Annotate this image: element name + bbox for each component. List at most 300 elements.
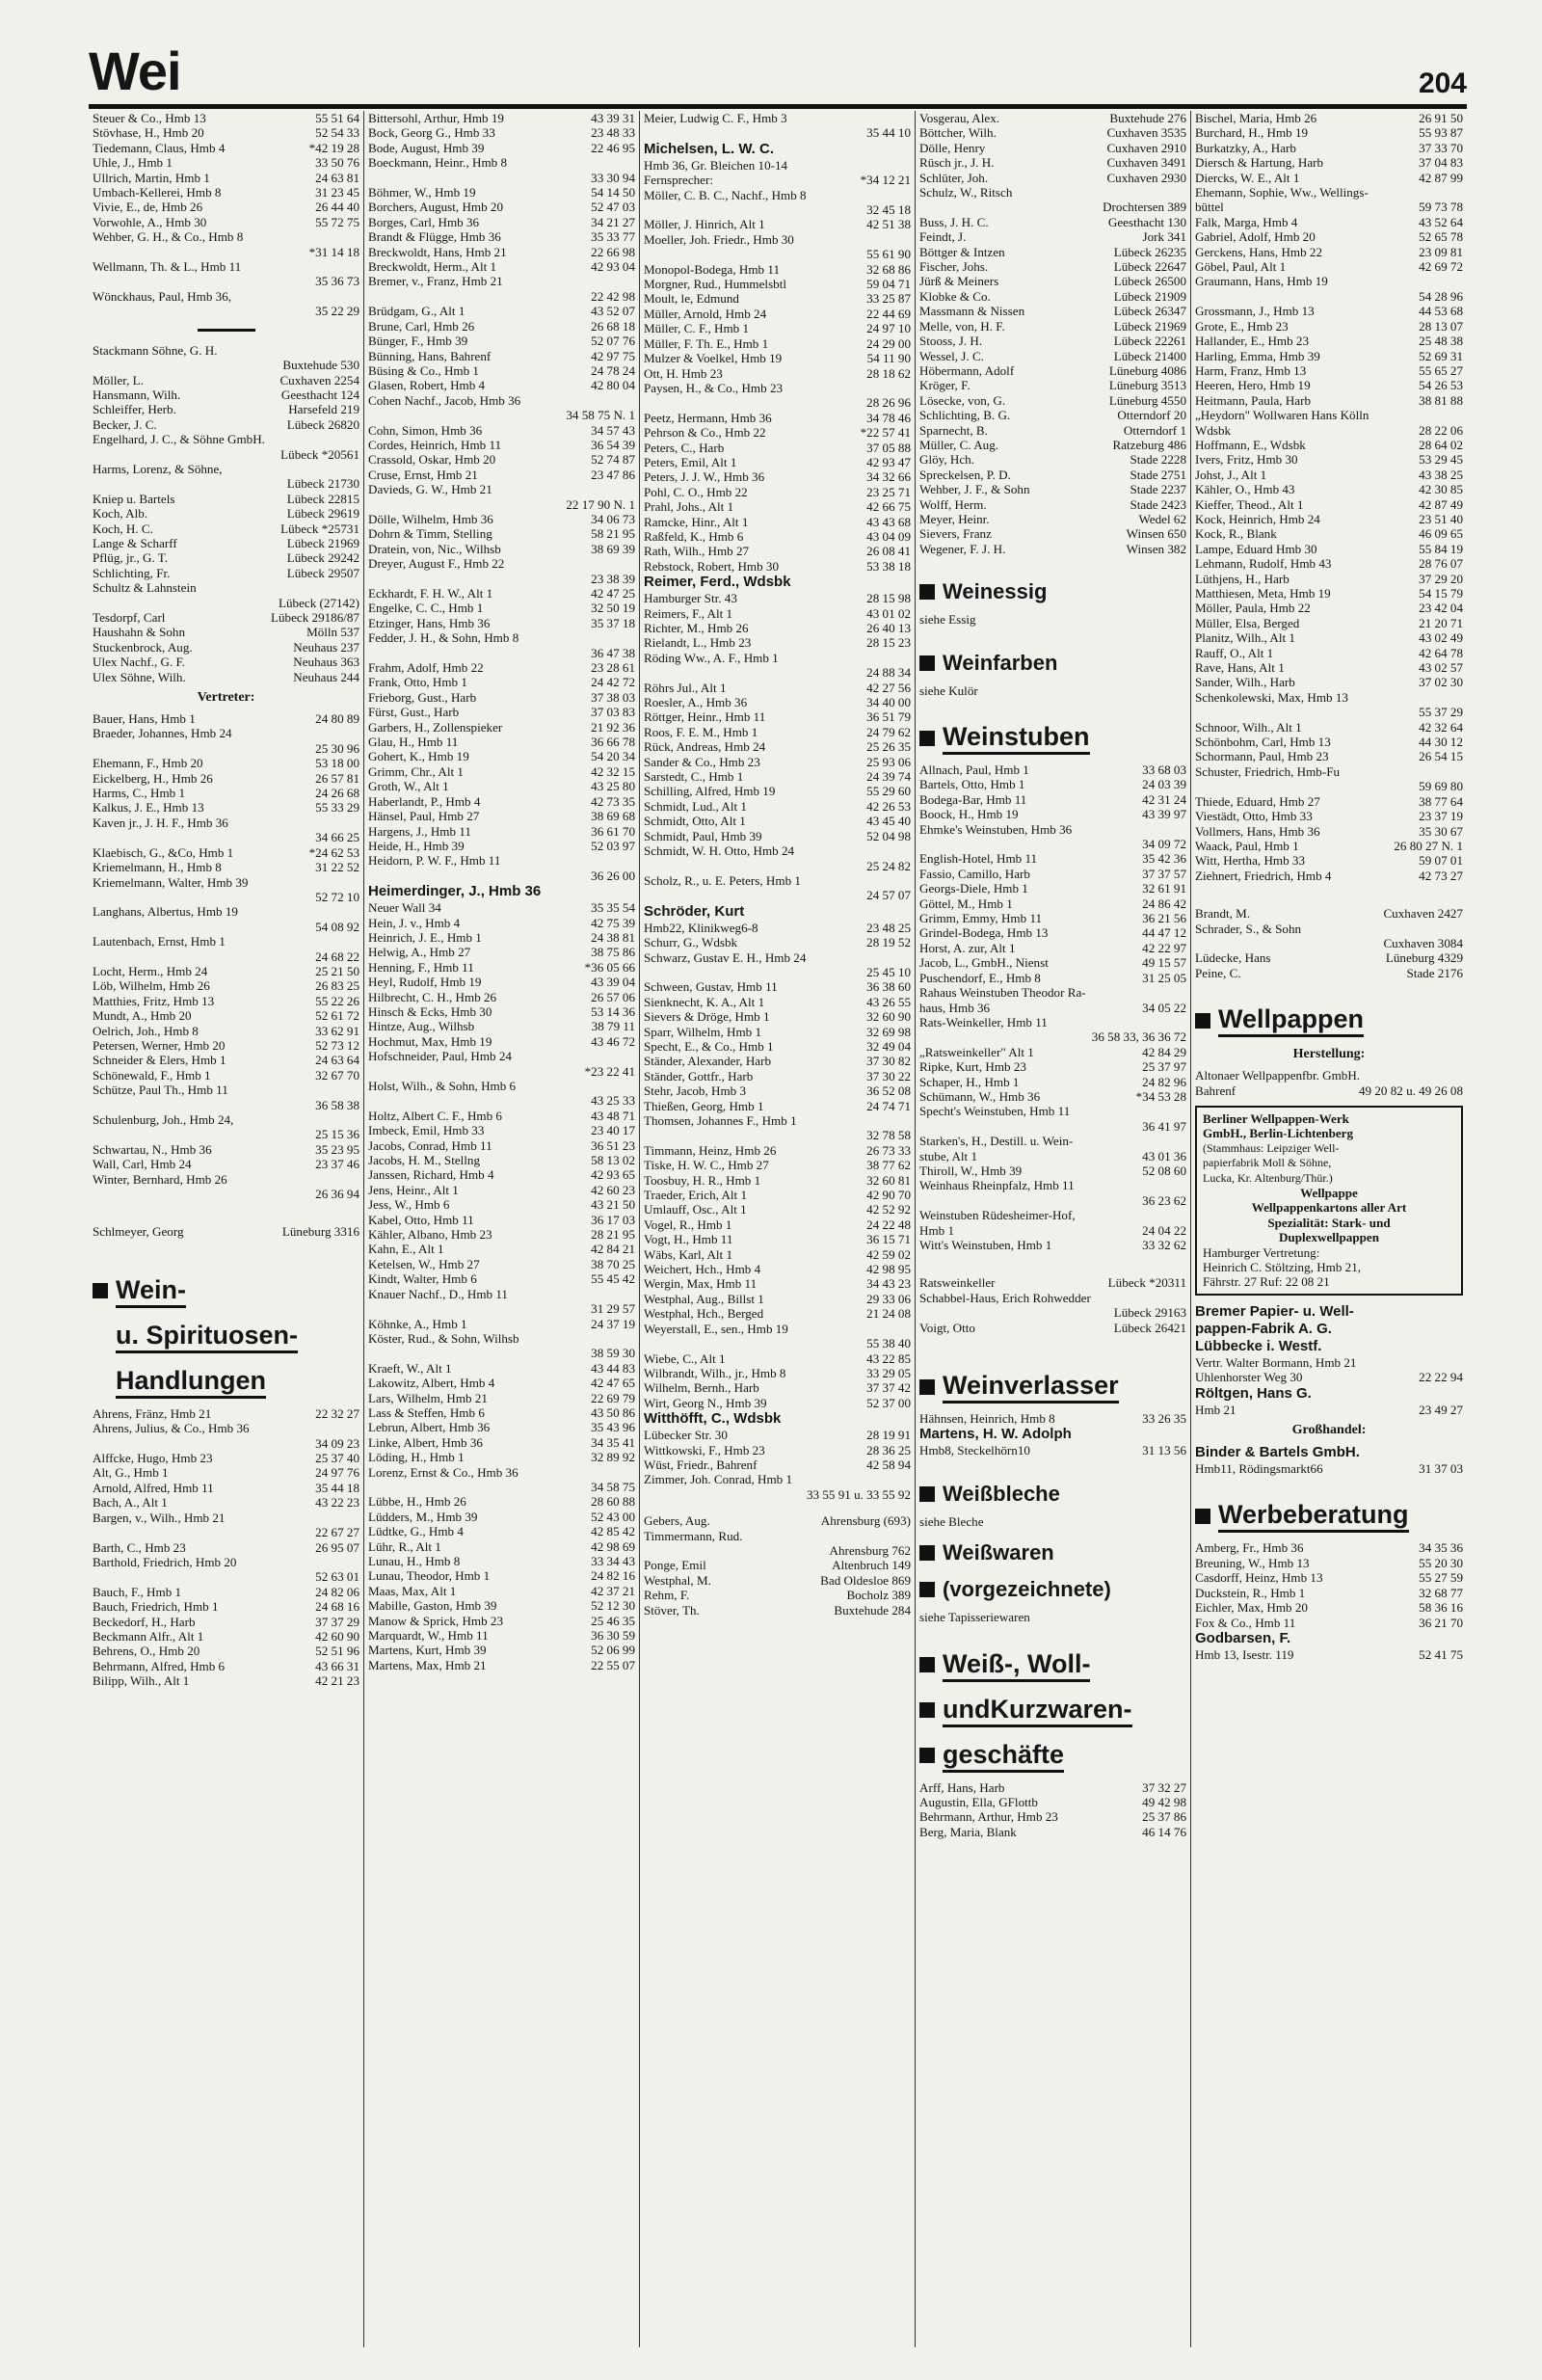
listing-phone: Ahrensburg (693)	[820, 1513, 911, 1529]
listing-row	[1195, 809, 1463, 823]
listing-phone: 42 84 29	[1142, 1044, 1186, 1059]
listing-name: Engelke, C. C., Hmb 1	[368, 601, 484, 616]
listing-row	[644, 1173, 911, 1188]
listing-name: Morgner, Rud., Hummelsbtl	[644, 277, 786, 292]
listing-phone: 42 73 27	[1419, 868, 1463, 883]
listing-row	[919, 1795, 1186, 1809]
listing-row	[919, 896, 1186, 911]
listing-name: Helwig, A., Hmb 27	[368, 945, 471, 960]
listing-phone: Lübeck *25731	[280, 521, 359, 536]
listing-phone: 52 51 96	[315, 1644, 359, 1659]
listing-name: Hmb22, Klinikweg6-8	[644, 920, 758, 935]
listing-row	[93, 1585, 359, 1599]
listing-row	[1195, 1570, 1463, 1585]
listing-phone: 28 15 98	[866, 591, 911, 606]
listing-name: Behrens, O., Hmb 20	[93, 1644, 200, 1659]
listing-name: Weichert, Hch., Hmb 4	[644, 1262, 761, 1277]
listing-name: Wiebe, C., Alt 1	[644, 1350, 726, 1366]
listing-name: Haushahn & Sohn	[93, 625, 186, 640]
category-heading	[93, 1274, 359, 1308]
listing-phone: Lübeck 26500	[1113, 274, 1186, 289]
listing-phone: *22 57 41	[860, 425, 911, 441]
listing-row	[93, 964, 359, 978]
listing-row	[1195, 423, 1463, 438]
listing-name: Starken's, H., Destill. u. Wein-	[919, 1134, 1074, 1149]
bullet-square-icon	[919, 1748, 935, 1763]
listing-name: Wergin, Max, Hmb 11	[644, 1276, 758, 1292]
listing-continuation: 25 24 82	[866, 858, 911, 873]
listing-phone: 26 95 07	[315, 1539, 359, 1555]
listing-phone: 43 01 02	[866, 605, 911, 621]
listing-phone: Cuxhaven 3491	[1106, 155, 1186, 171]
listing-row	[644, 262, 911, 277]
listing-row	[368, 1123, 635, 1137]
listing-name: Frahm, Adolf, Hmb 22	[368, 660, 484, 676]
listing-row	[368, 1539, 635, 1554]
listing-name: Fernsprecher:	[644, 173, 713, 188]
listing-name: Hein, J. v., Hmb 4	[368, 915, 461, 930]
listing-phone: 34 43 23	[866, 1276, 911, 1292]
listing-name: Schween, Gustav, Hmb 11	[644, 979, 778, 995]
listing-name: Brüdgam, G., Alt 1	[368, 304, 465, 319]
listing-row	[919, 526, 1186, 541]
listing-phone: 42 98 69	[591, 1538, 635, 1554]
listing-row	[919, 925, 1186, 940]
advertisement-box	[1195, 1106, 1463, 1296]
listing-continuation: 52 72 10	[315, 889, 359, 904]
listing-name: Alffcke, Hugo, Hmb 23	[93, 1451, 213, 1466]
listing-phone: Lübeck 21969	[1113, 318, 1186, 334]
listing-name: Voigt, Otto	[919, 1320, 975, 1335]
listing-name: Umlauff, Osc., Alt 1	[644, 1202, 747, 1217]
listing-name: Crassold, Oskar, Hmb 20	[368, 452, 496, 468]
listing-phone: Lübeck 29186/87	[270, 610, 359, 625]
listing-name: Roesler, A., Hmb 36	[644, 695, 748, 710]
listing-row	[644, 1158, 911, 1172]
listing-row	[1195, 542, 1463, 556]
listing-row	[919, 438, 1186, 452]
listing-phone: 42 93 47	[866, 454, 911, 469]
listing-row	[644, 1217, 911, 1232]
listing-continuation: 35 36 73	[315, 274, 359, 289]
listing-phone: 25 21 50	[315, 963, 359, 978]
listing-row	[368, 245, 635, 259]
listing-phone: 32 68 86	[866, 261, 911, 277]
listing-continuation: 28 26 96	[866, 395, 911, 411]
listing-name: Dohrn & Timm, Stelling	[368, 526, 492, 542]
listing-phone: 52 69 31	[1419, 348, 1463, 363]
listing-name: Peine, C.	[1195, 965, 1241, 980]
listing-phone: 42 90 70	[866, 1188, 911, 1203]
listing-row	[368, 155, 635, 170]
listing-row	[93, 771, 359, 786]
listing-row	[368, 1643, 635, 1657]
listing-row	[368, 586, 635, 601]
listing-name: Westphal, Aug., Billst 1	[644, 1291, 764, 1306]
listing-row	[93, 373, 359, 388]
listing-phone: 28 22 06	[1419, 422, 1463, 438]
listing-phone: 37 02 30	[1419, 675, 1463, 690]
listing-phone: 37 29 20	[1419, 571, 1463, 586]
listing-row	[368, 1079, 635, 1093]
listing-phone: Lüneburg 3316	[281, 1224, 359, 1240]
listing-row	[919, 1443, 1186, 1457]
listing-phone: 26 54 15	[1419, 749, 1463, 764]
ad-line: Wellpappenkartons aller Art	[1251, 1200, 1407, 1216]
listing-phone: 59 07 01	[1419, 853, 1463, 869]
listing-phone: Otterndorf 1	[1123, 422, 1186, 438]
listing-row	[93, 185, 359, 200]
listing-name: Schlüter, Joh.	[919, 170, 989, 185]
listing-row	[1195, 171, 1463, 185]
listing-row	[1195, 468, 1463, 482]
listing-name: Braeder, Johannes, Hmb 24	[93, 726, 232, 741]
ad-line: Berliner Wellpappen-Werk	[1203, 1110, 1349, 1126]
listing-phone: 31 25 05	[1142, 970, 1186, 985]
listing-name: Kieffer, Theod., Alt 1	[1195, 496, 1304, 512]
listing-row	[644, 1143, 911, 1158]
listing-row	[1195, 1616, 1463, 1630]
listing-phone: 38 70 25	[591, 1256, 635, 1271]
listing-name: Jürß & Meiners	[919, 274, 999, 289]
listing-name: Sievers & Dröge, Hmb 1	[644, 1009, 770, 1025]
listing-row	[368, 1405, 635, 1420]
listing-phone: 43 25 80	[591, 779, 635, 794]
listing-name: Glau, H., Hmb 11	[368, 735, 459, 750]
listing-phone: 42 84 21	[591, 1242, 635, 1257]
listing-continuation: 34 66 25	[315, 830, 359, 845]
listing-row	[919, 971, 1186, 985]
listing-name: Dölle, Wilhelm, Hmb 36	[368, 511, 493, 526]
listing-phone: 38 77 64	[1419, 793, 1463, 809]
listing-row	[93, 1172, 359, 1187]
listing-name: Grossmann, J., Hmb 13	[1195, 304, 1315, 319]
listing-name: Kröger, F.	[919, 378, 970, 393]
listing-phone: Lübeck 22815	[286, 491, 359, 506]
listing-phone: 23 40 17	[591, 1123, 635, 1138]
listing-name: Schabbel-Haus, Erich Rohwedder	[919, 1290, 1091, 1305]
listing-row	[644, 695, 911, 709]
bold-listing: Witthöfft, C., Wdsbk	[644, 1410, 782, 1428]
listing-name: Ständer, Gottfr., Harb	[644, 1068, 754, 1083]
listing-phone: 43 22 23	[315, 1495, 359, 1511]
listing-row	[919, 497, 1186, 512]
listing-phone: *24 62 53	[308, 844, 359, 860]
listing-phone: 43 50 86	[591, 1404, 635, 1420]
listing-row	[93, 610, 359, 625]
listing-name: Tiedemann, Claus, Hmb 4	[93, 140, 226, 155]
listing-row	[93, 655, 359, 669]
subsection-label: Vertreter:	[197, 690, 255, 706]
listing-phone: 55 45 42	[591, 1271, 635, 1287]
listing-phone: Lübeck 26820	[286, 416, 359, 432]
listing-phone: 33 62 91	[315, 1023, 359, 1038]
listing-row	[644, 1113, 911, 1128]
listing-phone: 55 65 27	[1419, 362, 1463, 378]
listing-name: Becker, J. C.	[93, 416, 157, 432]
ad-line: (Stammhaus: Leipziger Well-	[1203, 1140, 1340, 1155]
listing-phone: 25 26 35	[866, 739, 911, 755]
listing-row	[1195, 185, 1463, 200]
listing-row	[93, 402, 359, 416]
listing-phone: 46 14 76	[1142, 1824, 1186, 1839]
listing-phone: 42 52 92	[866, 1202, 911, 1217]
listing-row	[368, 779, 635, 793]
listing-name: Etzinger, Hans, Hmb 36	[368, 615, 491, 630]
listing-name: Vogel, R., Hmb 1	[644, 1217, 732, 1232]
listing-name: Georgs-Diele, Hmb 1	[919, 881, 1028, 896]
listing-name: Schmidt, Lud., Alt 1	[644, 798, 747, 814]
listing-row	[644, 529, 911, 544]
listing-phone: 43 02 49	[1419, 630, 1463, 646]
listing-continuation: 36 41 97	[1142, 1118, 1186, 1134]
listing-row	[644, 291, 911, 306]
listing-phone: 34 32 66	[866, 469, 911, 485]
listing-phone: Mölln 537	[306, 625, 359, 640]
listing-name: Marquardt, W., Hmb 11	[368, 1628, 489, 1644]
listing-row	[93, 904, 359, 919]
listing-name: Vogt, H., Hmb 11	[644, 1232, 733, 1247]
listing-phone: 24 42 72	[591, 675, 635, 690]
listing-name: Timmermann, Rud.	[644, 1528, 743, 1543]
listing-name: Harm, Franz, Hmb 13	[1195, 362, 1307, 378]
listing-name: Eichler, Max, Hmb 20	[1195, 1600, 1308, 1616]
listing-phone: 52 06 99	[591, 1643, 635, 1658]
listing-phone: 44 47 12	[1142, 925, 1186, 941]
listing-row	[919, 1075, 1186, 1089]
listing-name: Maas, Max, Alt 1	[368, 1583, 457, 1598]
listing-row	[1195, 764, 1463, 779]
listing-row	[368, 839, 635, 853]
listing-phone: 22 55 07	[591, 1657, 635, 1672]
listing-continuation: 25 15 36	[315, 1127, 359, 1142]
category-heading	[1195, 1003, 1463, 1037]
listing-row	[644, 1292, 911, 1306]
spacer	[93, 1213, 359, 1224]
listing-phone: 33 68 03	[1142, 762, 1186, 777]
listing-row	[368, 526, 635, 541]
listing-row	[644, 769, 911, 784]
listing-name: Pehrson & Co., Hmb 22	[644, 425, 766, 441]
listing-phone: Lübeck 21909	[1113, 288, 1186, 304]
listing-row	[93, 625, 359, 639]
listing-name: Weinstuben Rüdesheimer-Hof,	[919, 1208, 1076, 1223]
listing-row	[1195, 675, 1463, 689]
listing-name: Ulex Nachf., G. F.	[93, 655, 186, 670]
listing-name: Bock, Georg G., Hmb 33	[368, 125, 495, 141]
listing-row	[644, 873, 911, 888]
listing-name: Boock, H., Hmb 19	[919, 807, 1019, 822]
listing-row	[93, 111, 359, 125]
listing-row	[368, 794, 635, 809]
listing-name: Lorenz, Ernst & Co., Hmb 36	[368, 1464, 518, 1480]
listing-continuation: 32 45 18	[866, 202, 911, 218]
spacer	[93, 1240, 359, 1251]
listing-name: Thomsen, Johannes F., Hmb 1	[644, 1113, 797, 1128]
listing-phone: 22 22 94	[1419, 1370, 1463, 1385]
bold-listing: Röltgen, Hans G.	[1195, 1384, 1312, 1402]
listing-row	[368, 363, 635, 378]
listing-name: Schmidt, Paul, Hmb 39	[644, 828, 762, 843]
listing-name: Büsing & Co., Hmb 1	[368, 362, 479, 378]
listing-row	[368, 1049, 635, 1063]
listing-name: Heyl, Rudolf, Hmb 19	[368, 975, 482, 990]
listing-name: Wirt, Georg N., Hmb 39	[644, 1395, 767, 1410]
listing-name: Jess, W., Hmb 6	[368, 1197, 450, 1213]
listing-name: Lange & Scharff	[93, 535, 177, 550]
listing-row	[644, 321, 911, 335]
listing-phone: Stade 2423	[1130, 496, 1186, 512]
listing-row	[93, 1465, 359, 1480]
listing-phone: *34 12 21	[860, 173, 911, 188]
listing-continuation: Drochtersen 389	[1103, 200, 1186, 215]
listing-phone: Lübeck 26347	[1113, 304, 1186, 319]
listing-row	[368, 452, 635, 467]
listing-phone: 37 38 03	[591, 689, 635, 705]
listing-phone: *34 53 28	[1135, 1088, 1186, 1104]
listing-row	[919, 393, 1186, 408]
listing-row	[368, 334, 635, 348]
listing-row	[1195, 906, 1463, 921]
listing-row	[1195, 586, 1463, 601]
listing-name: Frieborg, Gust., Harb	[368, 689, 477, 705]
listing-continuation: Lübeck 29163	[1113, 1305, 1186, 1321]
listing-phone: 38 69 68	[591, 809, 635, 824]
spacer	[919, 628, 1186, 639]
listing-phone: 55 29 60	[866, 784, 911, 799]
listing-name: Wäbs, Karl, Alt 1	[644, 1246, 733, 1262]
listing-row	[93, 229, 359, 244]
listing-row	[919, 1149, 1186, 1163]
listing-row	[644, 814, 911, 828]
listing-continuation: 26 36 94	[315, 1187, 359, 1202]
listing-phone: 26 57 81	[315, 770, 359, 786]
section-heading	[919, 1577, 1186, 1602]
listing-name: Planitz, Wilh., Alt 1	[1195, 630, 1295, 646]
ad-line: Lucka, Kr. Altenburg/Thür.)	[1203, 1170, 1333, 1185]
listing-name: Vollmers, Hans, Hmb 36	[1195, 823, 1320, 839]
listing-name: Behrmann, Arthur, Hmb 23	[919, 1809, 1058, 1825]
listing-name: Allnach, Paul, Hmb 1	[919, 762, 1029, 777]
listing-name: Richter, M., Hmb 26	[644, 621, 749, 635]
listing-row	[1195, 572, 1463, 586]
listing-row	[644, 709, 911, 724]
listing-row	[93, 994, 359, 1008]
listing-name: Dratein, von, Nic., Wilhsb	[368, 541, 501, 556]
listing-phone: 54 20 34	[591, 749, 635, 764]
listing-continuation: Cuxhaven 3084	[1383, 935, 1463, 950]
listing-row	[644, 1558, 911, 1572]
listing-name: Lüdders, M., Hmb 39	[368, 1509, 478, 1524]
bold-listing: Michelsen, L. W. C.	[644, 140, 775, 157]
listing-row	[1195, 141, 1463, 155]
listing-name: Rehm, F.	[644, 1588, 690, 1603]
listing-name: „Heydorn" Wollwaren Hans Kölln	[1195, 408, 1369, 423]
listing-name: Vivie, E., de, Hmb 26	[93, 200, 203, 215]
listing-name: Zimmer, Joh. Conrad, Hmb 1	[644, 1472, 793, 1487]
listing-name: Schlmeyer, Georg	[93, 1224, 184, 1240]
listing-phone: Winsen 382	[1126, 541, 1186, 556]
listing-row	[368, 200, 635, 214]
listing-row	[919, 378, 1186, 392]
bullet-square-icon	[1195, 1013, 1210, 1029]
listing-phone: 43 39 04	[591, 975, 635, 990]
listing-row	[368, 229, 635, 244]
listing-phone: 32 60 81	[866, 1172, 911, 1188]
bold-listing: Martens, H. W. Adolph	[919, 1426, 1072, 1443]
listing-phone: 42 93 65	[591, 1167, 635, 1183]
listing-phone: 36 54 39	[591, 437, 635, 452]
listing-phone: Jork 341	[1142, 229, 1186, 245]
listing-name: Spreckelsen, P. D.	[919, 467, 1011, 482]
listing-row	[644, 1262, 911, 1276]
listing-row	[368, 1614, 635, 1628]
listing-name: Feindt, J.	[919, 229, 967, 245]
listing-name: Langhans, Albertus, Hmb 19	[93, 904, 238, 920]
listing-row	[919, 1411, 1186, 1426]
listing-row	[644, 755, 911, 769]
listing-row	[644, 621, 911, 635]
listing-phone: 36 61 70	[591, 823, 635, 839]
listing-name: Martens, Max, Hmb 21	[368, 1657, 487, 1672]
listing-phone: 22 66 98	[591, 244, 635, 259]
listing-phone: 36 15 71	[866, 1232, 911, 1247]
listing-phone: 49 42 98	[1142, 1795, 1186, 1810]
listing-name: Casdorff, Heinz, Hmb 13	[1195, 1570, 1323, 1586]
column-2	[364, 111, 640, 2347]
listing-row	[368, 1287, 635, 1301]
listing-phone: 43 39 97	[1142, 807, 1186, 822]
listing-row	[93, 1615, 359, 1629]
section-heading-text: Weinessig	[943, 579, 1048, 604]
listing-phone: 52 54 33	[315, 125, 359, 141]
listing-name: Holst, Wilh., & Sohn, Hmb 6	[368, 1079, 517, 1093]
listing-name: Altonaer Wellpappenfbr. GmbH.	[1195, 1068, 1361, 1083]
listing-phone: 31 23 45	[315, 185, 359, 201]
listing-name: Schnoor, Wilh., Alt 1	[1195, 719, 1302, 735]
listing-phone: 54 15 79	[1419, 586, 1463, 601]
listing-row	[919, 1104, 1186, 1118]
listing-phone: 35 37 18	[591, 615, 635, 630]
spacer	[93, 1201, 359, 1213]
listing-phone: 58 21 95	[591, 526, 635, 542]
listing-name: Hansmann, Wilh.	[93, 387, 181, 402]
listing-name: Ständer, Alexander, Harb	[644, 1054, 772, 1069]
listing-name: Johst, J., Alt 1	[1195, 467, 1267, 482]
listing-row	[368, 735, 635, 749]
listing-phone: Lübeck 26235	[1113, 244, 1186, 259]
listing-name: Roos, F. E. M., Hmb 1	[644, 724, 758, 739]
listing-row	[644, 173, 911, 187]
listing-phone: 52 12 30	[591, 1598, 635, 1614]
listing-phone: 23 09 81	[1419, 244, 1463, 259]
listing-name: Amberg, Fr., Hmb 36	[1195, 1540, 1304, 1556]
section-heading	[919, 579, 1186, 604]
listing-row	[644, 515, 911, 529]
listing-row	[368, 1257, 635, 1271]
listing-name: Stooss, J. H.	[919, 334, 983, 349]
listing-row	[93, 1421, 359, 1435]
category-heading	[919, 1648, 1186, 1682]
listing-row	[919, 1045, 1186, 1059]
listing-row	[644, 1366, 911, 1380]
listing-phone: 33 50 76	[315, 155, 359, 171]
section-heading	[919, 651, 1186, 676]
listing-row	[1195, 259, 1463, 274]
listing-name: Dölle, Henry	[919, 140, 986, 155]
listing-name: Kock, Heinrich, Hmb 24	[1195, 511, 1320, 526]
listing-phone: 43 04 09	[866, 528, 911, 544]
